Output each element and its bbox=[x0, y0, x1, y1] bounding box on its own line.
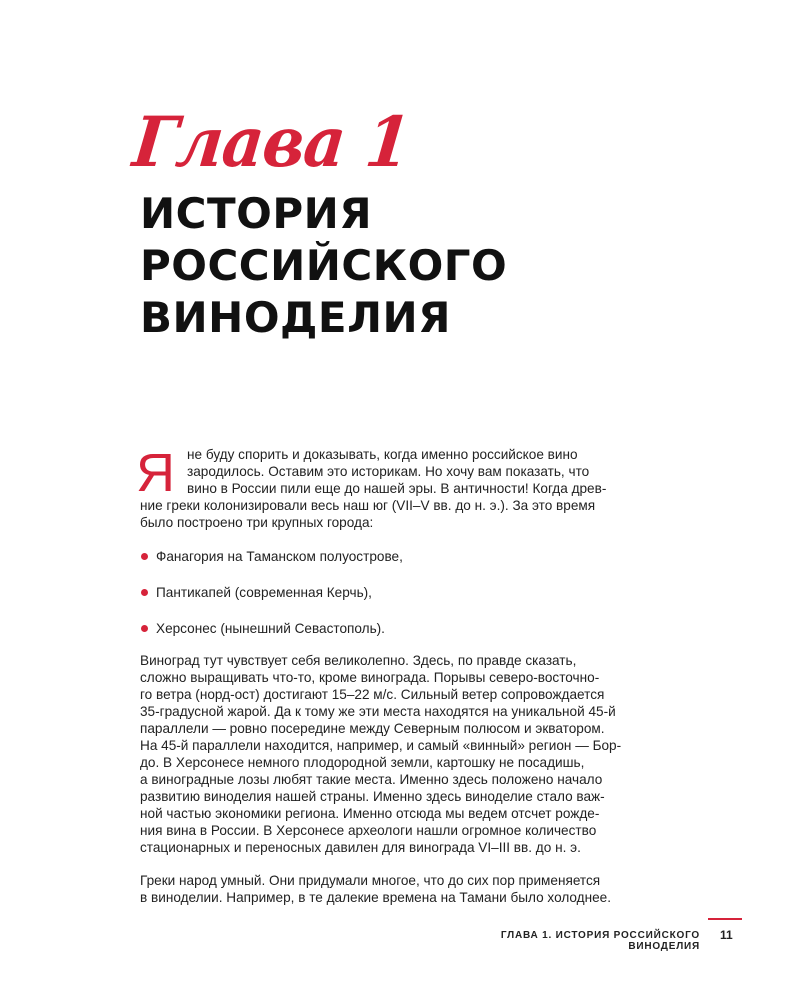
chapter-title bbox=[140, 188, 507, 344]
text-line: На 45-й параллели находится, например, и самый «винный» регион — Бор- bbox=[140, 738, 622, 753]
text-line: ние греки колонизировали весь наш юг (VII–V вв. до н. э.). За это время bbox=[140, 498, 596, 513]
list-item: Пантикапей (современная Керчь), bbox=[140, 584, 640, 618]
running-head: ГЛАВА 1. ИСТОРИЯ РОССИЙСКОГО ВИНОДЕЛИЯ bbox=[500, 930, 700, 952]
text-line: сложно выращивать что-то, кроме винограда. Порывы северо-восточно- bbox=[140, 670, 600, 685]
text-line: ной частью экономики региона. Именно отсюда мы ведем отсчет рожде- bbox=[140, 806, 600, 821]
text-line: Виноград тут чувствует себя великолепно. Здесь, по правде сказать, bbox=[140, 653, 577, 668]
text-line: ния вина в России. В Херсонесе археологи нашли огромное количество bbox=[140, 823, 597, 838]
text-line: до. В Херсонесе немного плодородной земли, картошку не посадишь, bbox=[140, 755, 585, 770]
text-line: зародилось. Оставим это историкам. Но хочу вам показать, что bbox=[187, 464, 590, 479]
text-line: не буду спорить и доказывать, когда именно российское вино bbox=[187, 447, 578, 462]
city-list bbox=[140, 548, 640, 656]
page-number: 11 bbox=[720, 928, 733, 942]
text-line: го ветра (норд-ост) достигают 15–22 м/с. Сильный ветер сопровождается bbox=[140, 687, 605, 702]
footer-divider bbox=[708, 918, 742, 920]
title-line: ВИНОДЕЛИЯ bbox=[140, 293, 451, 342]
text-line: развитию виноделия нашей страны. Именно здесь виноделие стало важ- bbox=[140, 789, 605, 804]
text-line: вино в России пили еще до нашей эры. В античности! Когда древ- bbox=[187, 481, 607, 496]
text-line: 35-градусной жарой. Да к тому же эти места находятся на уникальной 45-й bbox=[140, 704, 616, 719]
title-line: ИСТОРИЯ bbox=[140, 189, 373, 238]
text-line: Греки народ умный. Они придумали многое, что до сих пор применяется bbox=[140, 873, 601, 888]
body-paragraph bbox=[140, 872, 640, 906]
list-item: Фанагория на Таманском полуострове, bbox=[140, 548, 640, 582]
text-line: стационарных и переносных давилен для винограда VI–III вв. до н. э. bbox=[140, 840, 581, 855]
body-paragraph bbox=[140, 652, 640, 856]
drop-cap: Я bbox=[136, 443, 175, 503]
chapter-label: Глава 1 bbox=[129, 102, 414, 184]
text-line: было построено три крупных города: bbox=[140, 515, 374, 530]
intro-paragraph bbox=[136, 443, 640, 531]
list-item: Херсонес (нынешний Севастополь). bbox=[140, 620, 640, 654]
text-line: а виноградные лозы любят такие места. Именно здесь положено начало bbox=[140, 772, 603, 787]
text-line: в виноделии. Например, в те далекие времена на Тамани было холоднее. bbox=[140, 890, 612, 905]
title-line: РОССИЙСКОГО bbox=[140, 241, 508, 290]
text-line: параллели — ровно посередине между Северным полюсом и экватором. bbox=[140, 721, 605, 736]
